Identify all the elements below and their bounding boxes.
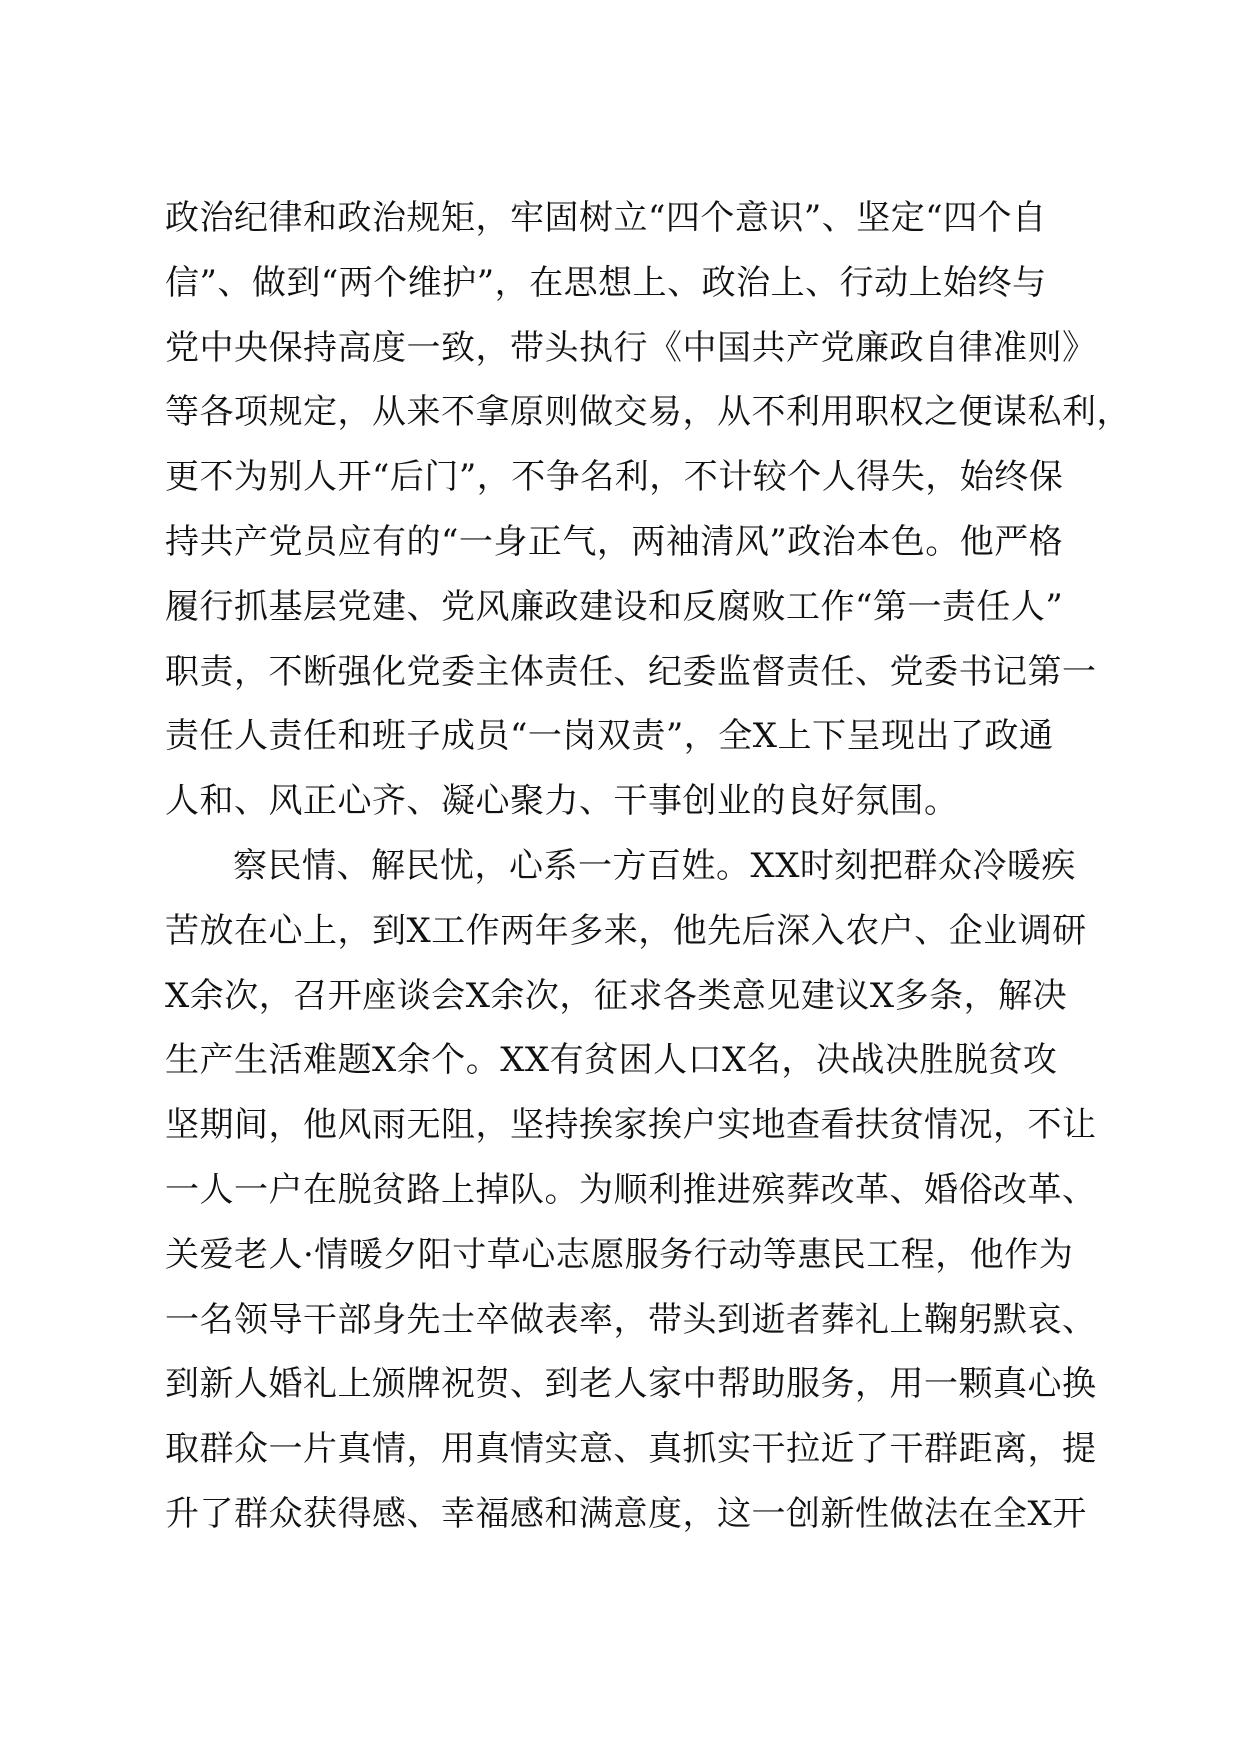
text-line: 等各项规定，从来不拿原则做交易，从不利用职权之便谋私利， <box>165 392 1131 433</box>
text-line: X余次，召开座谈会X余次，征求各类意见建议X多条，解决 <box>165 975 1068 1016</box>
text-line: 信”、做到“两个维护”，在思想上、政治上、行动上始终与 <box>165 262 1047 303</box>
text-line: 持共产党员应有的“一身正气，两袖清风”政治本色。他严格 <box>165 521 1064 562</box>
text-line: 政治纪律和政治规矩，牢固树立“四个意识”、坚定“四个自 <box>165 198 1047 238</box>
text-line: 到新人婚礼上颁牌祝贺、到老人家中帮助服务，用一颗真心换 <box>165 1364 1097 1405</box>
text-line: 升了群众获得感、幸福感和满意度，这一创新性做法在全X开 <box>165 1493 1087 1534</box>
text-line: 坚期间，他风雨无阻，坚持挨家挨户实地查看扶贫情况，不让 <box>165 1105 1097 1146</box>
text-line: 人和、风正心齐、凝心聚力、干事创业的良好氛围。 <box>165 781 959 822</box>
paragraph-start-line: 察民情、解民忧，心系一方百姓。XX时刻把群众冷暖疾 <box>233 845 1076 886</box>
text-line: 党中央保持高度一致，带头执行《中国共产党廉政自律准则》 <box>165 327 1097 368</box>
text-line: 取群众一片真情，用真情实意、真抓实干拉近了干群距离，提 <box>165 1429 1097 1470</box>
text-line: 苦放在心上，到X工作两年多来，他先后深入农户、企业调研 <box>165 910 1087 951</box>
text-line: 职责，不断强化党委主体责任、纪委监督责任、党委书记第一 <box>165 651 1097 692</box>
text-line: 更不为别人开“后门”，不争名利，不计较个人得失，始终保 <box>165 457 1064 498</box>
text-line: 一人一户在脱贫路上掉队。为顺利推进殡葬改革、婚俗改革、 <box>165 1169 1097 1210</box>
text-line: 责任人责任和班子成员“一岗双责”，全X上下呈现出了政通 <box>165 716 1054 757</box>
text-line: 生产生活难题X余个。XX有贫困人口X名，决战决胜脱贫攻 <box>165 1040 1058 1081</box>
text-line: 履行抓基层党建、党风廉政建设和反腐败工作“第一责任人” <box>165 586 1064 627</box>
text-line: 一名领导干部身先士卒做表率，带头到逝者葬礼上鞠躬默哀、 <box>165 1299 1097 1340</box>
text-line: 关爱老人·情暖夕阳寸草心志愿服务行动等惠民工程，他作为 <box>165 1234 1074 1275</box>
body-text <box>165 186 1131 1547</box>
